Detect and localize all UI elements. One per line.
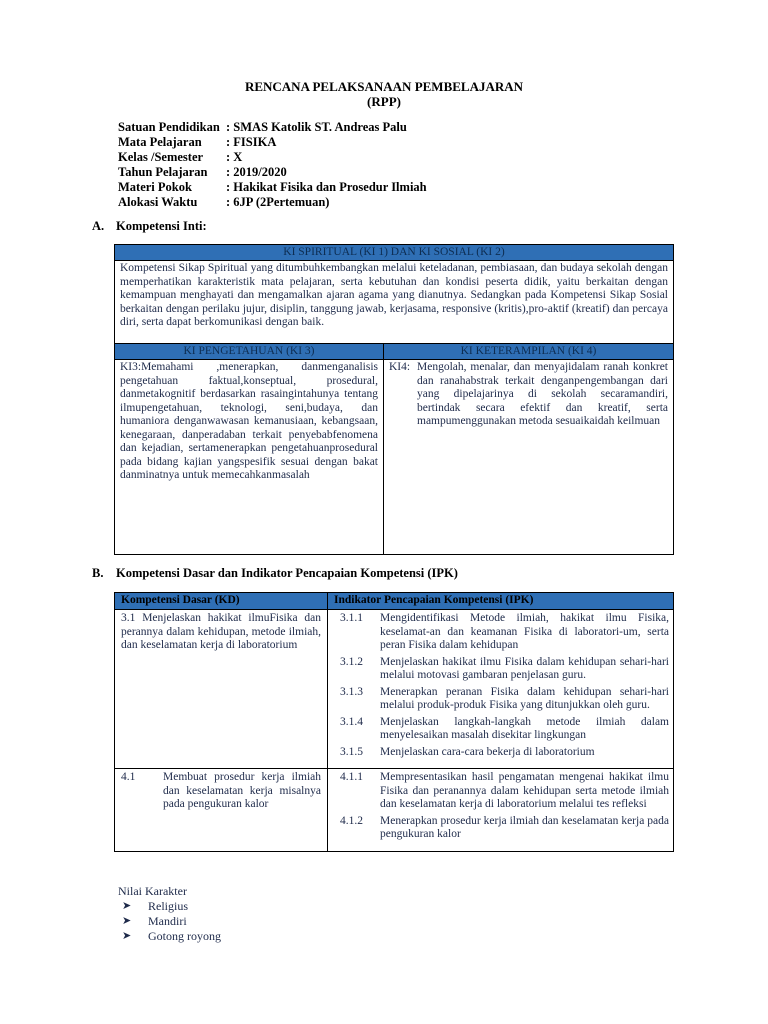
kd-cell (115, 769, 328, 852)
identity-value: : 6JP (2Pertemuan) (226, 195, 330, 209)
ipk-item (332, 716, 669, 743)
list-item (122, 914, 221, 929)
arrow-bullet-icon: ➤ (122, 915, 132, 927)
ipk-item (332, 612, 669, 653)
ipk-item (332, 656, 669, 683)
section-b-letter: B. (92, 566, 104, 580)
ki3-text: KI3:Memahami ,menerapkan, danmenganalisis pengetahuan faktual,konseptual, prosedural, danmetakognitif berdasarkan rasaingintahunya tentang ilmupengetahuan, teknologi, seni,budaya, dan humaniora denganwawasan kemanusiaan, kebangsaan, kenegaraan, danperadaban terkait penyebabfenomena dan kejadian, sertamenerapkan pengetahuanprosedural pada bidang kajian yangspesifik sesuai dengan bakat danminatnya untuk memecahkanmasalah (115, 360, 384, 555)
ki4-header: KI KETERAMPILAN (KI 4) (384, 344, 674, 360)
arrow-bullet-icon: ➤ (122, 900, 132, 912)
ki4-code: KI4: (389, 361, 411, 373)
kd-code: 3.1 (121, 612, 136, 624)
kd-code: 4.1 (121, 771, 136, 783)
table-row (115, 769, 674, 852)
ki-spiritual-header: KI SPIRITUAL (KI 1) DAN KI SOSIAL (KI 2) (115, 245, 674, 261)
ipk-text: Mengidentifikasi Metode ilmiah, hakikat ilmu Fisika, keselamat-an dan keamanan Fisika di laboratori-um, serta peran Fisika dalam kehidupan (380, 612, 669, 651)
document-title: RENCANA PELAKSANAAN PEMBELAJARAN (244, 79, 524, 94)
ipk-text: Menjelaskan hakikat ilmu Fisika dalam kehidupan sehari-hari melalui motovasi gambaran penjelasan guru. (380, 655, 669, 681)
ipk-cell (328, 769, 674, 852)
identity-label: Materi Pokok (118, 180, 192, 194)
identity-label: Kelas /Semester (118, 150, 204, 164)
identity-row (118, 135, 427, 150)
kd-cell (115, 610, 328, 769)
ki-spiritual-text: Kompetensi Sikap Spiritual yang ditumbuhkembangkan melalui keteladanan, pembiasaan, dan budaya sekolah dengan memperhatikan karakteristik mata pelajaran, serta kebutuhan dan kondisi peserta didik, yaitu berkaitan dengan kemampuan menghayati dan mengamalkan ajaran agama yang dianutnya. Sedangkan pada Kompetensi Sikap Sosial berkaitan dengan perilaku jujur, disiplin, tanggung jawab, kerjasama, responsive (kritis),pro-aktif (kreatif) dan percaya diri, serta dapat berkomunikasi dengan baik. (115, 261, 674, 344)
identity-row (118, 165, 427, 180)
ki4-text: Mengolah, menalar, dan menyajidalam ranah konkret dan ranahabstrak terkait denganpengembangan dari yang dipelajarinya di sekolah secaramandiri, bertindak secara efektif dan kreatif, serta mampumenggunakan metoda sesuaikaidah keilmuan (417, 361, 668, 427)
identity-value: : Hakikat Fisika dan Prosedur Ilmiah (226, 180, 427, 194)
identity-row (118, 150, 427, 165)
identity-value: : FISIKA (226, 135, 277, 149)
list-item (122, 929, 221, 944)
ki4-cell (384, 360, 674, 555)
ipk-item (332, 686, 669, 713)
ipk-code: 3.1.1 (340, 612, 363, 624)
identity-value: : SMAS Katolik ST. Andreas Palu (226, 120, 407, 134)
section-a-letter: A. (92, 219, 105, 233)
ipk-item (332, 771, 669, 812)
identity-value: : X (226, 150, 243, 164)
identity-label: Satuan Pendidikan (118, 120, 220, 134)
ipk-text: Menerapkan prosedur kerja ilmiah dan keselamatan kerja pada pengukuran kalor (380, 814, 669, 840)
identity-row (118, 120, 427, 135)
ipk-text: Menjelaskan cara-cara bekerja di laboratorium (380, 745, 595, 758)
list-item (122, 899, 221, 914)
ipk-code: 3.1.2 (340, 655, 363, 668)
kd-text: Membuat prosedur kerja ilmiah dan keselamatan kerja misalnya pada pengukuran kalor (163, 771, 321, 810)
section-a-title: Kompetensi Inti: (116, 219, 207, 233)
identity-row (118, 195, 427, 210)
section-b-title: Kompetensi Dasar dan Indikator Pencapaian Kompetensi (IPK) (116, 566, 458, 580)
ipk-item (332, 746, 669, 760)
identity-block (118, 120, 427, 210)
identity-row (118, 180, 427, 195)
ipk-cell (328, 610, 674, 769)
ipk-text: Menerapkan peranan Fisika dalam kehidupan sehari-hari melalui produk-produk Fisika yang ditunjukkan oleh guru. (380, 685, 669, 711)
nilai-karakter (118, 884, 221, 944)
ki3-header: KI PENGETAHUAN (KI 3) (115, 344, 384, 360)
section-a-heading (92, 219, 207, 234)
identity-value: : 2019/2020 (226, 165, 287, 179)
kd-text: Menjelaskan hakikat ilmuFisika dan perannya dalam kehidupan, metode ilmiah, dan keselamatan kerja di laboratorium (121, 612, 322, 651)
list-item-label: Mandiri (148, 914, 187, 928)
nilai-karakter-title: Nilai Karakter (118, 884, 187, 898)
ipk-text: Menjelaskan langkah-langkah metode ilmiah dalam menyelesaikan masalah disekitar lingkungan (380, 715, 669, 741)
ipk-header: Indikator Pencapaian Kompetensi (IPK) (328, 593, 674, 610)
ipk-code: 3.1.5 (340, 745, 363, 758)
ipk-code: 3.1.3 (340, 685, 363, 698)
ipk-text: Mempresentasikan hasil pengamatan mengenai hakikat ilmu Fisika dan peranannya dalam kehidupan serta metode ilmiah dan keselamatan kerja di laboratorium melalui tes refleksi (380, 771, 669, 810)
ipk-code: 4.1.2 (340, 814, 363, 827)
kd-ipk-table (114, 592, 674, 852)
document-subtitle: (RPP) (367, 94, 401, 109)
section-b-heading (92, 566, 458, 581)
arrow-bullet-icon: ➤ (122, 930, 132, 942)
list-item-label: Religius (148, 899, 189, 913)
identity-label: Tahun Pelajaran (118, 165, 208, 179)
kompetensi-inti-table (114, 244, 674, 555)
ipk-item (332, 815, 669, 842)
identity-label: Alokasi Waktu (118, 195, 198, 209)
identity-label: Mata Pelajaran (118, 135, 202, 149)
nilai-karakter-list (122, 899, 221, 944)
table-row (115, 610, 674, 769)
list-item-label: Gotong royong (148, 929, 221, 943)
ipk-code: 4.1.1 (340, 771, 363, 783)
kd-header: Kompetensi Dasar (KD) (115, 593, 328, 610)
ipk-code: 3.1.4 (340, 715, 363, 728)
